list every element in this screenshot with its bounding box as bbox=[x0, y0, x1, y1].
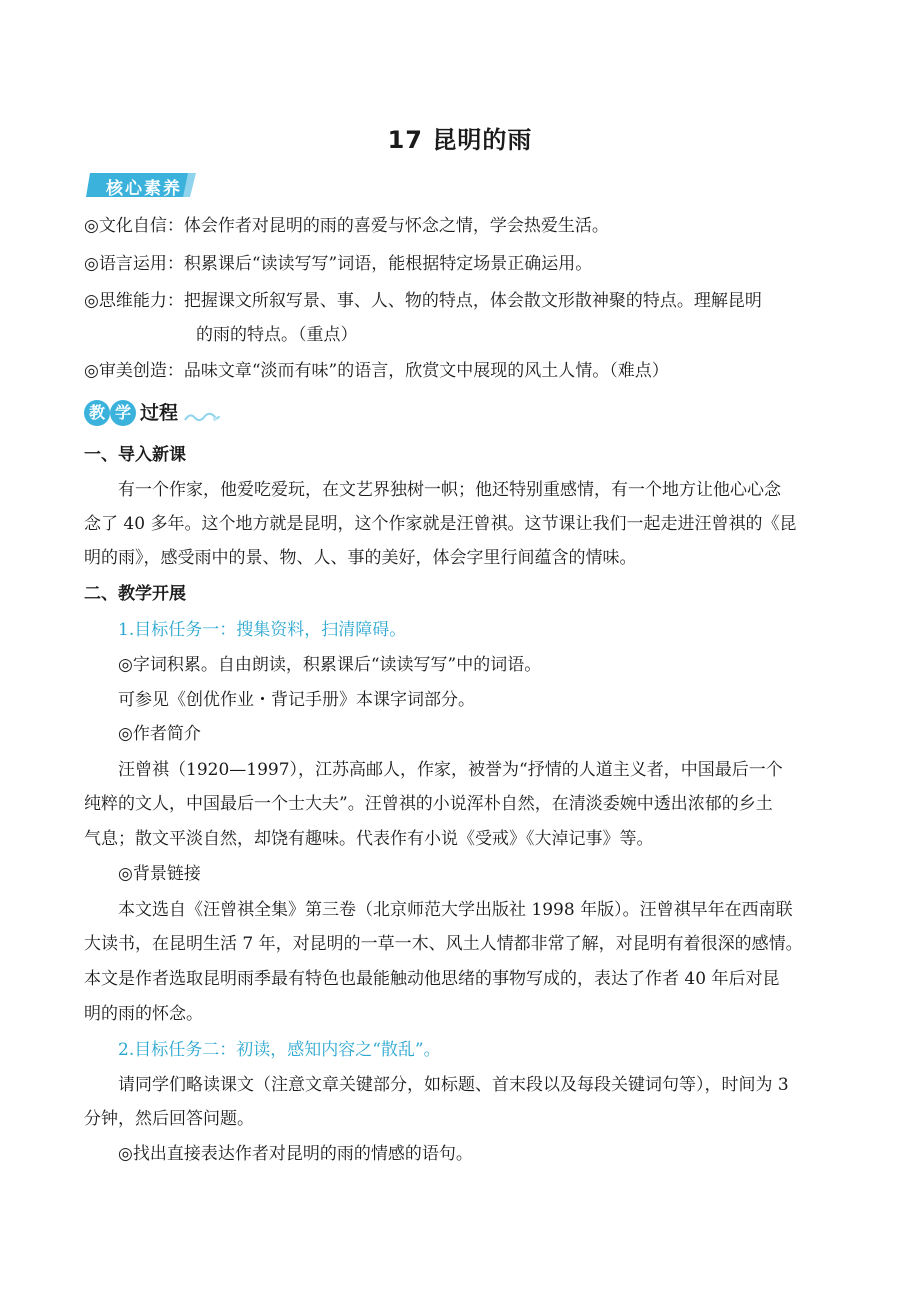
logo-rest-text: 过程 bbox=[140, 402, 179, 424]
section-heading-teaching: 二、教学开展 bbox=[84, 584, 186, 604]
objective-label: ◎审美创造： bbox=[84, 361, 184, 381]
paragraph-line: 明的雨》，感受雨中的景、物、人、事的美好，体会字里行间蕴含的情味。 bbox=[84, 548, 637, 568]
paragraph-line: 气息；散文平淡自然，却饶有趣味。代表作有小说《受戒》《大淖记事》等。 bbox=[84, 829, 654, 849]
objective-language bbox=[84, 252, 592, 276]
background-heading: ◎背景链接 bbox=[118, 864, 201, 884]
objective-thinking-continued: 的雨的特点。（重点） bbox=[196, 325, 358, 345]
core-literacy-badge bbox=[84, 170, 198, 200]
objective-aesthetic bbox=[84, 359, 669, 383]
paragraph-line: 念了 40 多年。这个地方就是昆明，这个作家就是汪曾祺。这节课让我们一起走进汪曾祺的《昆 bbox=[84, 514, 797, 534]
objective-text: 把握课文所叙写景、事、人、物的特点，体会散文形散神聚的特点。理解昆明 bbox=[183, 291, 762, 311]
objective-label: ◎思维能力： bbox=[84, 291, 184, 311]
wave-decoration-icon bbox=[184, 410, 220, 424]
paragraph-line: 大读书，在昆明生活 7 年，对昆明的一草一木、风土人情都非常了解，对昆明有着很深的感情。 bbox=[84, 934, 803, 954]
section-heading-intro: 一、导入新课 bbox=[84, 445, 186, 465]
objective-text: 品味文章“淡而有味”的语言，欣赏文中展现的风土人情。（难点） bbox=[183, 361, 669, 381]
teaching-process-logo bbox=[84, 398, 224, 430]
logo-char-2: 学 bbox=[110, 400, 136, 426]
objective-culture bbox=[84, 214, 609, 238]
objective-label: ◎文化自信： bbox=[84, 216, 184, 236]
objective-text: 体会作者对昆明的雨的喜爱与怀念之情，学会热爱生活。 bbox=[183, 216, 609, 236]
author-intro-heading: ◎作者简介 bbox=[118, 724, 201, 744]
paragraph-line: 明的雨的怀念。 bbox=[84, 1004, 203, 1024]
objective-label: ◎语言运用： bbox=[84, 254, 184, 274]
question-item: ◎找出直接表达作者对昆明的雨的情感的语句。 bbox=[118, 1144, 473, 1164]
objective-thinking bbox=[84, 289, 762, 313]
objective-text: 积累课后“读读写写”词语，能根据特定场景正确运用。 bbox=[183, 254, 593, 274]
paragraph-line: 本文是作者选取昆明雨季最有特色也最能触动他思绪的事物写成的，表达了作者 40 年后对昆 bbox=[84, 969, 780, 989]
paragraph-line: 汪曾祺（1920—1997），江苏高邮人，作家，被誉为“抒情的人道主义者，中国最后一个 bbox=[118, 760, 783, 780]
badge-label: 核心素养 bbox=[106, 179, 182, 199]
paragraph-line: 纯粹的文人，中国最后一个士大夫”。汪曾祺的小说浑朴自然，在清淡委婉中透出浓郁的乡土 bbox=[84, 794, 773, 814]
task-two-heading: 2.目标任务二：初读，感知内容之“散乱”。 bbox=[118, 1040, 441, 1060]
lesson-title: 17 昆明的雨 bbox=[387, 126, 533, 154]
paragraph-line: 本文选自《汪曾祺全集》第三卷（北京师范大学出版社 1998 年版）。汪曾祺早年在西南联 bbox=[118, 900, 793, 920]
reference-note: 可参见《创优作业・背记手册》本课字词部分。 bbox=[118, 690, 475, 710]
task-one-heading: 1.目标任务一：搜集资料，扫清障碍。 bbox=[118, 620, 407, 640]
paragraph-line: 请同学们略读课文（注意文章关键部分，如标题、首末段以及每段关键词句等），时间为 3 bbox=[118, 1075, 789, 1095]
logo-char-1: 教 bbox=[84, 400, 110, 426]
vocab-item: ◎字词积累。自由朗读，积累课后“读读写写”中的词语。 bbox=[118, 655, 542, 675]
paragraph-line: 有一个作家，他爱吃爱玩，在文艺界独树一帜；他还特别重感情，有一个地方让他心心念 bbox=[118, 480, 781, 500]
paragraph-line: 分钟，然后回答问题。 bbox=[84, 1109, 254, 1129]
